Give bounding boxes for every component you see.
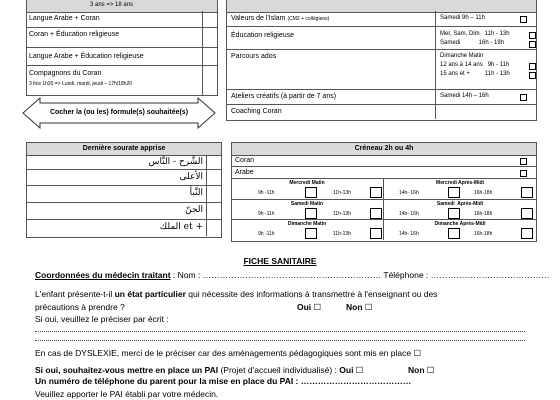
formula-label: Compagnons du Coran	[29, 70, 102, 77]
schedule-text: Samedi 14h – 16h	[440, 93, 489, 99]
write-line[interactable]	[35, 340, 525, 341]
banner-text: Cocher la (ou les) formule(s) souhaitée(s)	[49, 109, 189, 116]
slot-time: 14h- 16h	[399, 190, 419, 196]
slot-time: 16h-18h	[474, 190, 493, 196]
formula-sublabel: 3 fois 1h20 => Lundi, mardi, jeudi – 17h/18h20	[29, 81, 133, 87]
slot-title: Mercredi Après-Midi	[436, 180, 484, 186]
formula-label: Éducation religieuse	[231, 32, 295, 39]
dyslexie-line: En cas de DYSLEXIE, merci de le préciser car des aménagements pédagogiques sont mis en place ☐	[35, 348, 422, 358]
creneau-option: Arabe	[235, 169, 254, 176]
creneau-title: Créneau 2h ou 4h	[354, 145, 414, 152]
slot-checkbox[interactable]	[370, 228, 382, 239]
slot-checkbox[interactable]	[448, 208, 460, 219]
write-line[interactable]	[35, 331, 525, 332]
formula-label: Coran + Éducation religieuse	[29, 31, 120, 38]
etat-oui-option[interactable]: Oui ☐	[297, 302, 322, 312]
slot-time: 9h -11h	[258, 231, 275, 237]
slot-checkbox[interactable]	[305, 187, 317, 198]
slot-checkbox[interactable]	[370, 208, 382, 219]
etat-line: L'enfant présente-t-il un état particulier qui nécessite des informations à transmettre à l'enseignant ou des	[35, 289, 438, 299]
slot-title: Dimanche Matin	[287, 221, 327, 227]
sourate-item: النَّبأ	[189, 188, 203, 198]
left-table-divider	[202, 11, 203, 95]
sourate-item: الأعلى	[179, 172, 203, 182]
formula-checkbox[interactable]	[529, 72, 536, 79]
formula-checkbox[interactable]	[529, 41, 536, 48]
slot-time: 16h-18h	[474, 211, 493, 217]
sourate-title: Dernière sourate apprise	[82, 145, 166, 152]
formula-label: Ateliers créatifs (à partir de 7 ans)	[231, 93, 337, 100]
slot-title: Mercredi Matin	[289, 180, 325, 186]
formula-checkbox[interactable]	[520, 94, 527, 101]
slot-title: Samedi Matin	[290, 201, 324, 207]
pai-phone-line: Un numéro de téléphone du parent pour la mise en place du PAI : …………………………………	[35, 376, 412, 386]
formula-label: Valeurs de l'Islam (CM2 + collégiens)	[231, 15, 330, 22]
schedule-text: Samedi 16h - 18h	[440, 40, 505, 46]
slot-checkbox[interactable]	[305, 228, 317, 239]
slot-time: 14h- 16h	[399, 231, 419, 237]
sourate-item: الجنّ	[185, 205, 203, 215]
slot-checkbox[interactable]	[521, 228, 533, 239]
slot-checkbox[interactable]	[521, 208, 533, 219]
fiche-title: FICHE SANITAIRE	[243, 256, 317, 266]
preciser-label: Si oui, veuillez le préciser par écrit :	[35, 314, 169, 324]
slot-checkbox[interactable]	[521, 187, 533, 198]
pai-non-option[interactable]: Non ☐	[408, 365, 435, 375]
schedule-text: Samedi 9h – 11h	[440, 15, 485, 21]
formula-label: Langue Arabe + Coran	[29, 15, 100, 22]
slot-time: 11h-13h	[333, 231, 351, 237]
age-range-label: 3 ans => 18 ans	[90, 2, 134, 8]
formula-label: Parcours ados	[231, 53, 277, 60]
etat-non-option[interactable]: Non ☐	[346, 302, 373, 312]
schedule-text: 15 ans et + 11h - 13h	[440, 71, 510, 77]
slot-time: 11h-13h	[333, 190, 351, 196]
formula-checkbox[interactable]	[520, 16, 527, 23]
slot-checkbox[interactable]	[448, 228, 460, 239]
formula-label: Coaching Coran	[231, 108, 282, 115]
pai-apporter-line: Veuillez apporter le PAI établi par votre médecin.	[35, 389, 219, 399]
creneau-option-checkbox[interactable]	[520, 158, 527, 165]
slot-time: 11h-13h	[333, 211, 351, 217]
formula-checkbox[interactable]	[529, 32, 536, 39]
slot-time: 14h- 16h	[399, 211, 419, 217]
right-table-header	[226, 0, 537, 13]
slot-title: Dimanche Après-Midi	[434, 221, 486, 227]
formula-label: Langue Arabe + Éducation religieuse	[29, 53, 144, 60]
etat-line-2: précautions à prendre ?	[35, 302, 125, 312]
sourate-item: الشَّرح - النَّاس	[148, 157, 203, 167]
slot-title: Samedi Après-Midi	[436, 201, 484, 207]
slot-checkbox[interactable]	[448, 187, 460, 198]
medecin-line: Coordonnées du médecin traitant : Nom : ……………………………………………………… Téléphone : ……………………………………	[35, 270, 550, 280]
slot-time: 9h -11h	[258, 211, 275, 217]
creneau-option-checkbox[interactable]	[520, 170, 527, 177]
schedule-text: Dimanche Matin	[440, 53, 484, 59]
pai-line: Si oui, souhaitez-vous mettre en place un PAI (Projet d'accueil individualisé) : Oui ☐	[35, 365, 364, 375]
formula-checkbox[interactable]	[529, 63, 536, 70]
schedule-text: Mer, Sam, Dim 11h - 13h	[440, 31, 510, 37]
sourate-item: + et الملك	[159, 222, 203, 232]
slot-time: 16h-18h	[474, 231, 493, 237]
schedule-text: 12 ans à 14 ans 9h - 11h	[440, 62, 510, 68]
slot-checkbox[interactable]	[305, 208, 317, 219]
creneau-option: Coran	[235, 157, 255, 164]
slot-checkbox[interactable]	[370, 187, 382, 198]
slot-time: 9h -11h	[258, 190, 275, 196]
